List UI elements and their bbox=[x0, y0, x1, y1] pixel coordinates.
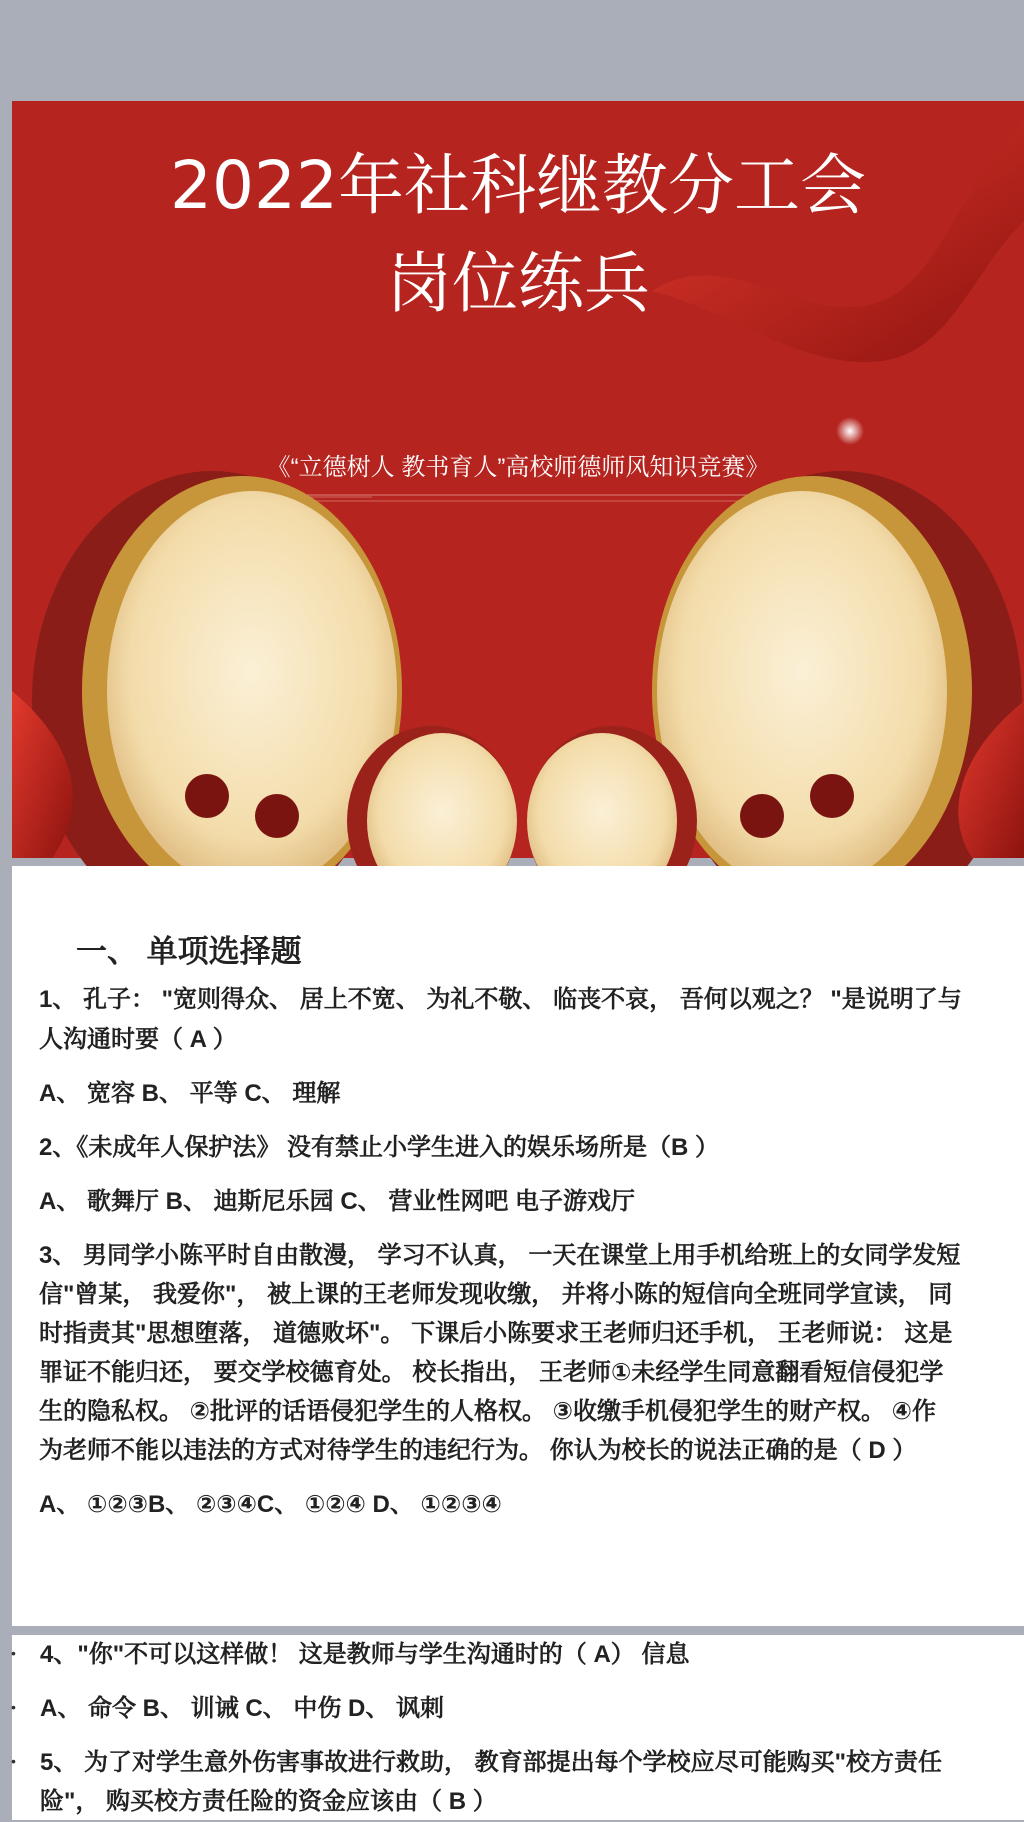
section-title: 一、 单项选择题 bbox=[76, 934, 302, 969]
cover-title-line-1: 2022年社科继教分工会 bbox=[170, 147, 866, 224]
questions-slide-2 bbox=[12, 1635, 1024, 1820]
answer-options: A、 歌舞厅 B、 迪斯尼乐园 C、 营业性网吧 电子游戏厅 bbox=[39, 1188, 636, 1215]
question-line: 生的隐私权。 ②批评的话语侵犯学生的人格权。 ③收缴手机侵犯学生的财产权。 ④作 bbox=[39, 1398, 936, 1425]
answer-options: A、 ①②③B、 ②③④C、 ①②④ D、 ①②③④ bbox=[39, 1491, 502, 1518]
question-line: 罪证不能归还， 要交学校德育处。 校长指出， 王老师①未经学生同意翻看短信侵犯学 bbox=[39, 1359, 944, 1386]
question-line: 时指责其"思想堕落， 道德败坏"。 下课后小陈要求王老师归还手机， 王老师说： 这是 bbox=[39, 1320, 953, 1347]
cover-subtitle: 《“立德树人 教书育人”高校师德师风知识竞赛》 bbox=[266, 454, 770, 481]
question-line: 4、"你"不可以这样做！ 这是教师与学生沟通时的（ A） 信息 bbox=[40, 1641, 690, 1668]
cover-slide bbox=[12, 101, 1024, 858]
question-line: 5、 为了对学生意外伤害事故进行救助， 教育部提出每个学校应尽可能购买"校方责任 bbox=[40, 1749, 943, 1776]
question-line: 人沟通时要（ A ） bbox=[39, 1026, 237, 1053]
cover-title-line-2: 岗位练兵 bbox=[386, 245, 650, 322]
answer-options: A、 宽容 B、 平等 C、 理解 bbox=[39, 1080, 341, 1107]
question-line: 信"曾某， 我爱你"， 被上课的王老师发现收缴， 并将小陈的短信向全班同学宣读， 同 bbox=[39, 1281, 953, 1308]
question-line: 为老师不能以违法的方式对待学生的违纪行为。 你认为校长的说法正确的是（ D ） bbox=[39, 1437, 917, 1464]
bullet: • bbox=[11, 1753, 16, 1769]
questions-slide bbox=[12, 866, 1024, 1626]
question-line: 险"， 购买校方责任险的资金应该由（ B ） bbox=[40, 1788, 497, 1815]
bullet: • bbox=[11, 1699, 16, 1715]
bullet: • bbox=[11, 1645, 16, 1661]
answer-options: A、 命令 B、 训诫 C、 中伤 D、 讽刺 bbox=[40, 1695, 445, 1722]
question-line: 3、 男同学小陈平时自由散漫， 学习不认真， 一天在课堂上用手机给班上的女同学发短 bbox=[39, 1242, 961, 1269]
question-line: 1、 孔子： "宽则得众、 居上不宽、 为礼不敬、 临丧不哀， 吾何以观之？ "是说明了与 bbox=[39, 986, 962, 1013]
question-line: 2、《未成年人保护法》 没有禁止小学生进入的娱乐场所是（B ） bbox=[39, 1134, 720, 1161]
